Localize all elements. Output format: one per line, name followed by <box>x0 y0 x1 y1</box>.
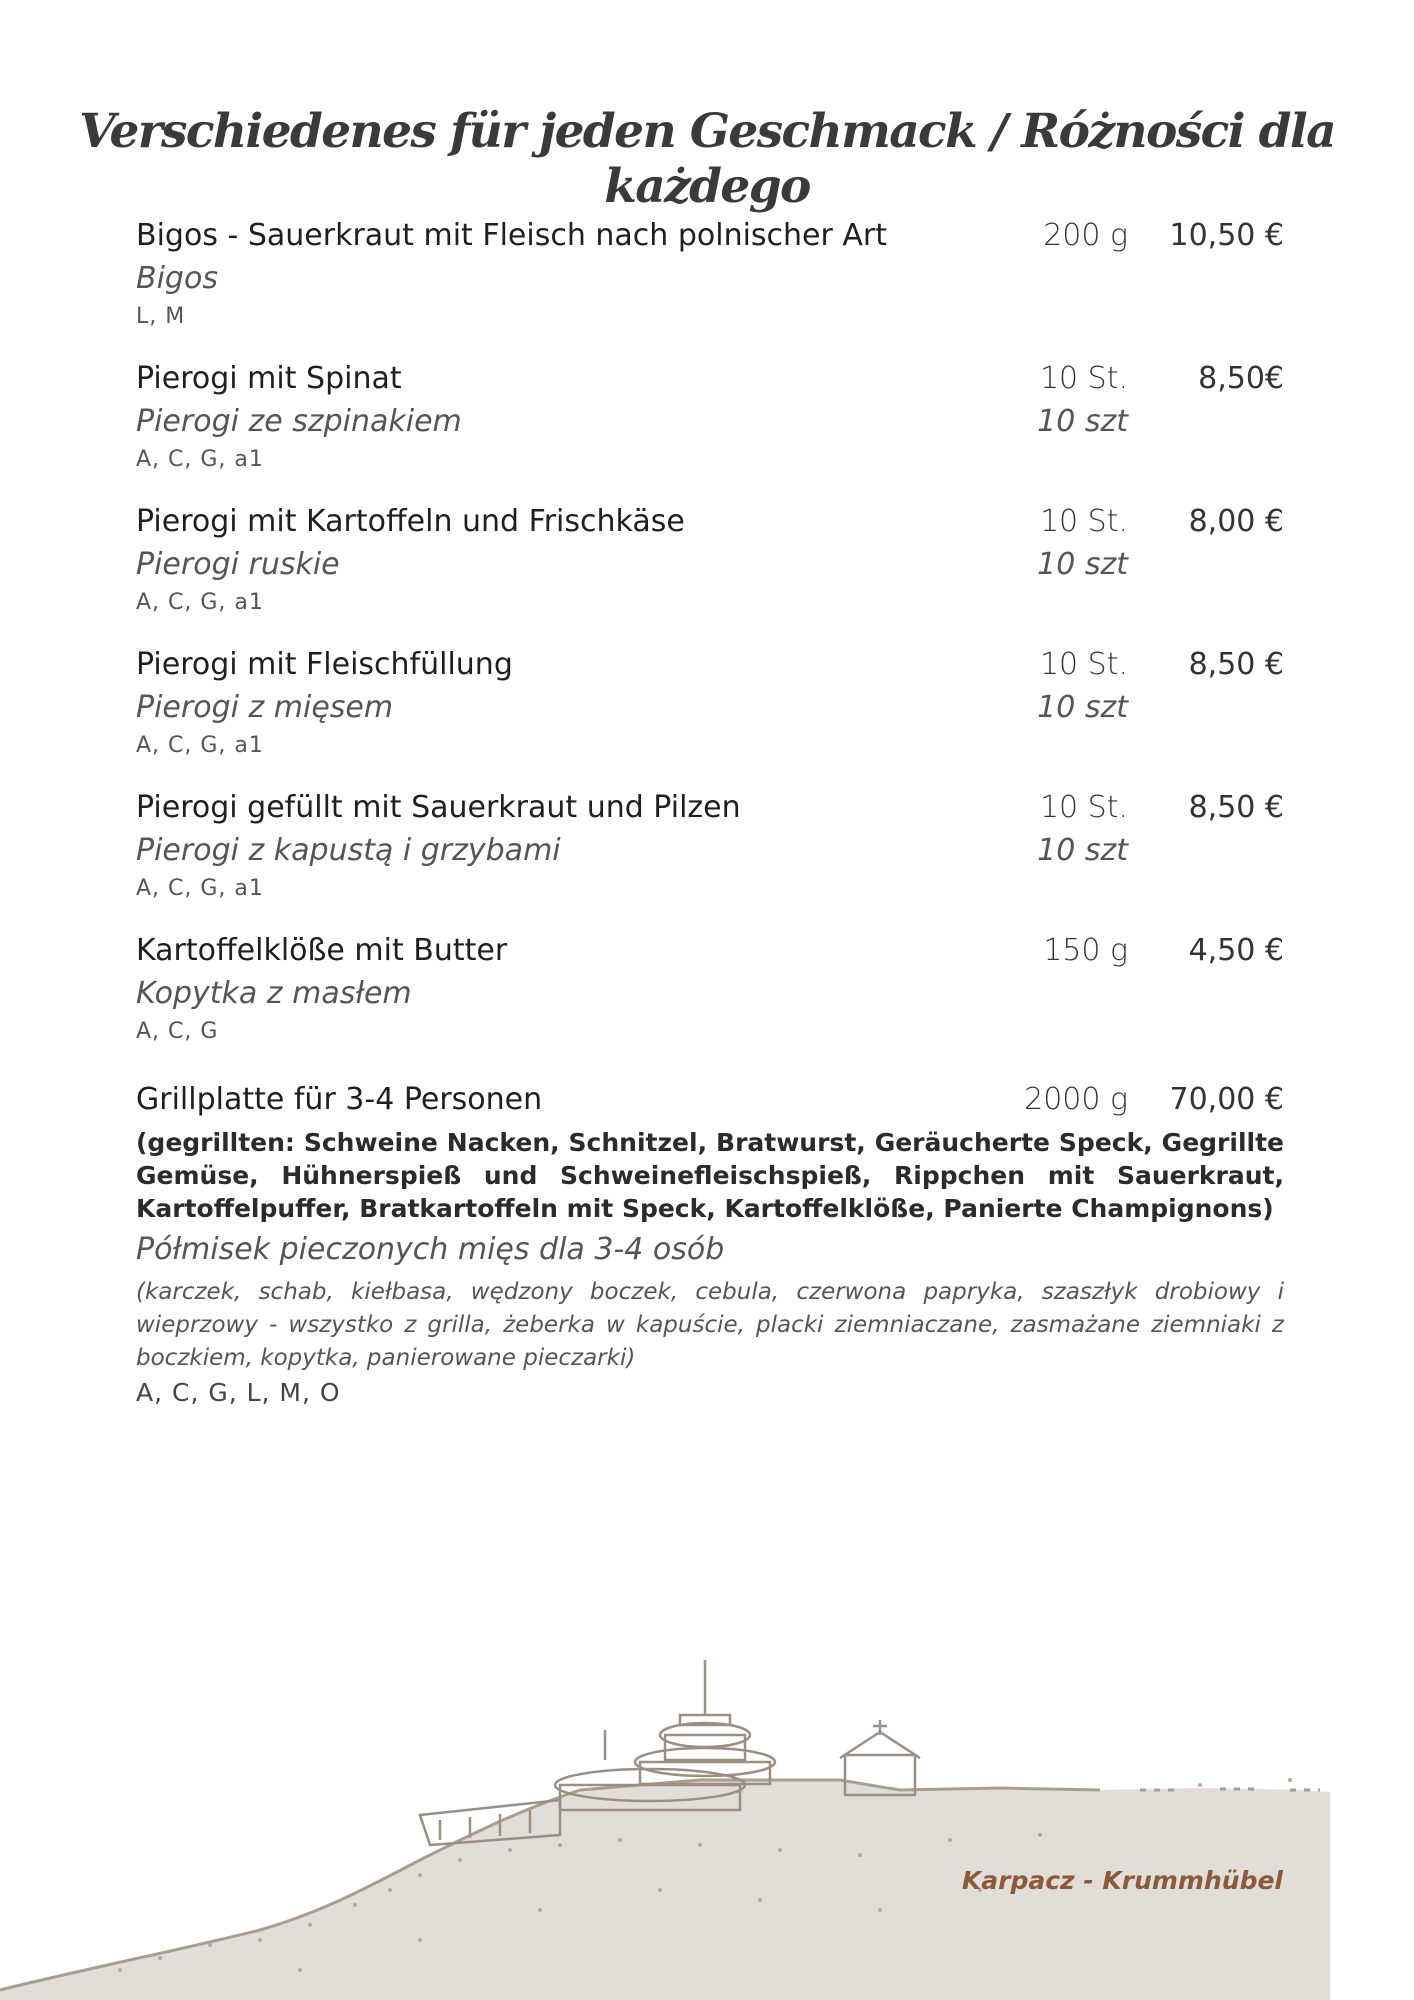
menu-item <box>136 639 1284 782</box>
dish-name-pl: Pierogi ze szpinakiem <box>136 404 462 439</box>
dish-quantity: 150 g <box>1043 933 1128 968</box>
dish-allergens: A, C, G, a1 <box>136 590 264 615</box>
dish-name-de: Pierogi mit Spinat <box>136 361 402 396</box>
dish-name-de: Pierogi mit Fleischfüllung <box>136 647 513 682</box>
dish-price: 8,00 € <box>1188 504 1284 539</box>
dish-price: 8,50 € <box>1188 647 1284 682</box>
dish-name-pl: Bigos <box>136 261 218 296</box>
dish-allergens: A, C, G, L, M, O <box>136 1378 341 1407</box>
dish-name-de: Kartoffelklöße mit Butter <box>136 933 508 968</box>
dish-name-de: Grillplatte für 3-4 Personen <box>136 1082 543 1117</box>
dish-quantity-pl: 10 szt <box>1037 547 1128 582</box>
dish-allergens: A, C, G <box>136 1019 219 1044</box>
dish-quantity: 10 St. <box>1039 647 1128 682</box>
dish-allergens: A, C, G, a1 <box>136 447 264 472</box>
dish-price: 4,50 € <box>1188 933 1284 968</box>
dish-price: 8,50€ <box>1198 361 1284 396</box>
dish-quantity-pl: 10 szt <box>1037 404 1128 439</box>
dish-name-pl: Pierogi ruskie <box>136 547 340 582</box>
dish-quantity: 2000 g <box>1024 1082 1128 1117</box>
dish-quantity-pl: 10 szt <box>1037 833 1128 868</box>
page-title: Verschiedenes für jeden Geschmack / Różności dla każdego <box>78 104 1336 214</box>
dish-name-pl: Pierogi z kapustą i grzybami <box>136 833 561 868</box>
mountain-observatory-illustration <box>0 1640 1414 2000</box>
menu-item <box>136 782 1284 925</box>
dish-quantity: 200 g <box>1043 218 1128 253</box>
menu-item <box>136 496 1284 639</box>
dish-name-pl: Kopytka z masłem <box>136 976 412 1011</box>
dish-quantity: 10 St. <box>1039 504 1128 539</box>
footer-location: Karpacz - Krummhübel <box>961 1866 1283 1895</box>
dish-name-de: Pierogi gefüllt mit Sauerkraut und Pilzen <box>136 790 741 825</box>
dish-quantity-pl: 10 szt <box>1037 690 1128 725</box>
dish-allergens: L, M <box>136 304 186 329</box>
grill-platter-item <box>136 1072 1284 1407</box>
menu-item <box>136 925 1284 1068</box>
dish-price: 8,50 € <box>1188 790 1284 825</box>
dish-allergens: A, C, G, a1 <box>136 876 264 901</box>
dish-quantity: 10 St. <box>1039 790 1128 825</box>
dish-name-pl: Pierogi z mięsem <box>136 690 394 725</box>
dish-price: 10,50 € <box>1169 218 1284 253</box>
dish-name-de: Pierogi mit Kartoffeln und Frischkäse <box>136 504 685 539</box>
menu-item <box>136 353 1284 496</box>
dish-description-de: (gegrillten: Schweine Nacken, Schnitzel, Bratwurst, Geräucherte Speck, Gegrillte Gemüse, Hühnerspieß und Schweinefleischspieß, Rippchen mit Sauerkraut, Kartoffelpuffer, Bratkartoffeln mit Speck, Kartoffelklöße, Panierte Champignons) <box>136 1128 1284 1223</box>
dish-name-pl: Półmisek pieczonych mięs dla 3-4 osób <box>136 1232 725 1267</box>
dish-allergens: A, C, G, a1 <box>136 733 264 758</box>
menu-item <box>136 210 1284 353</box>
dish-price: 70,00 € <box>1169 1082 1284 1117</box>
dish-name-de: Bigos - Sauerkraut mit Fleisch nach polnischer Art <box>136 218 887 253</box>
dish-description-pl: (karczek, schab, kiełbasa, wędzony boczek, cebula, czerwona papryka, szaszłyk drobiowy i wieprzowy - wszystko z grilla, żeberka w kapuście, placki ziemniaczane, zasmażane ziemniaki z boczkiem, kopytka, panierowane pieczarki) <box>136 1279 1284 1371</box>
dish-quantity: 10 St. <box>1039 361 1128 396</box>
menu-list <box>136 210 1284 1407</box>
